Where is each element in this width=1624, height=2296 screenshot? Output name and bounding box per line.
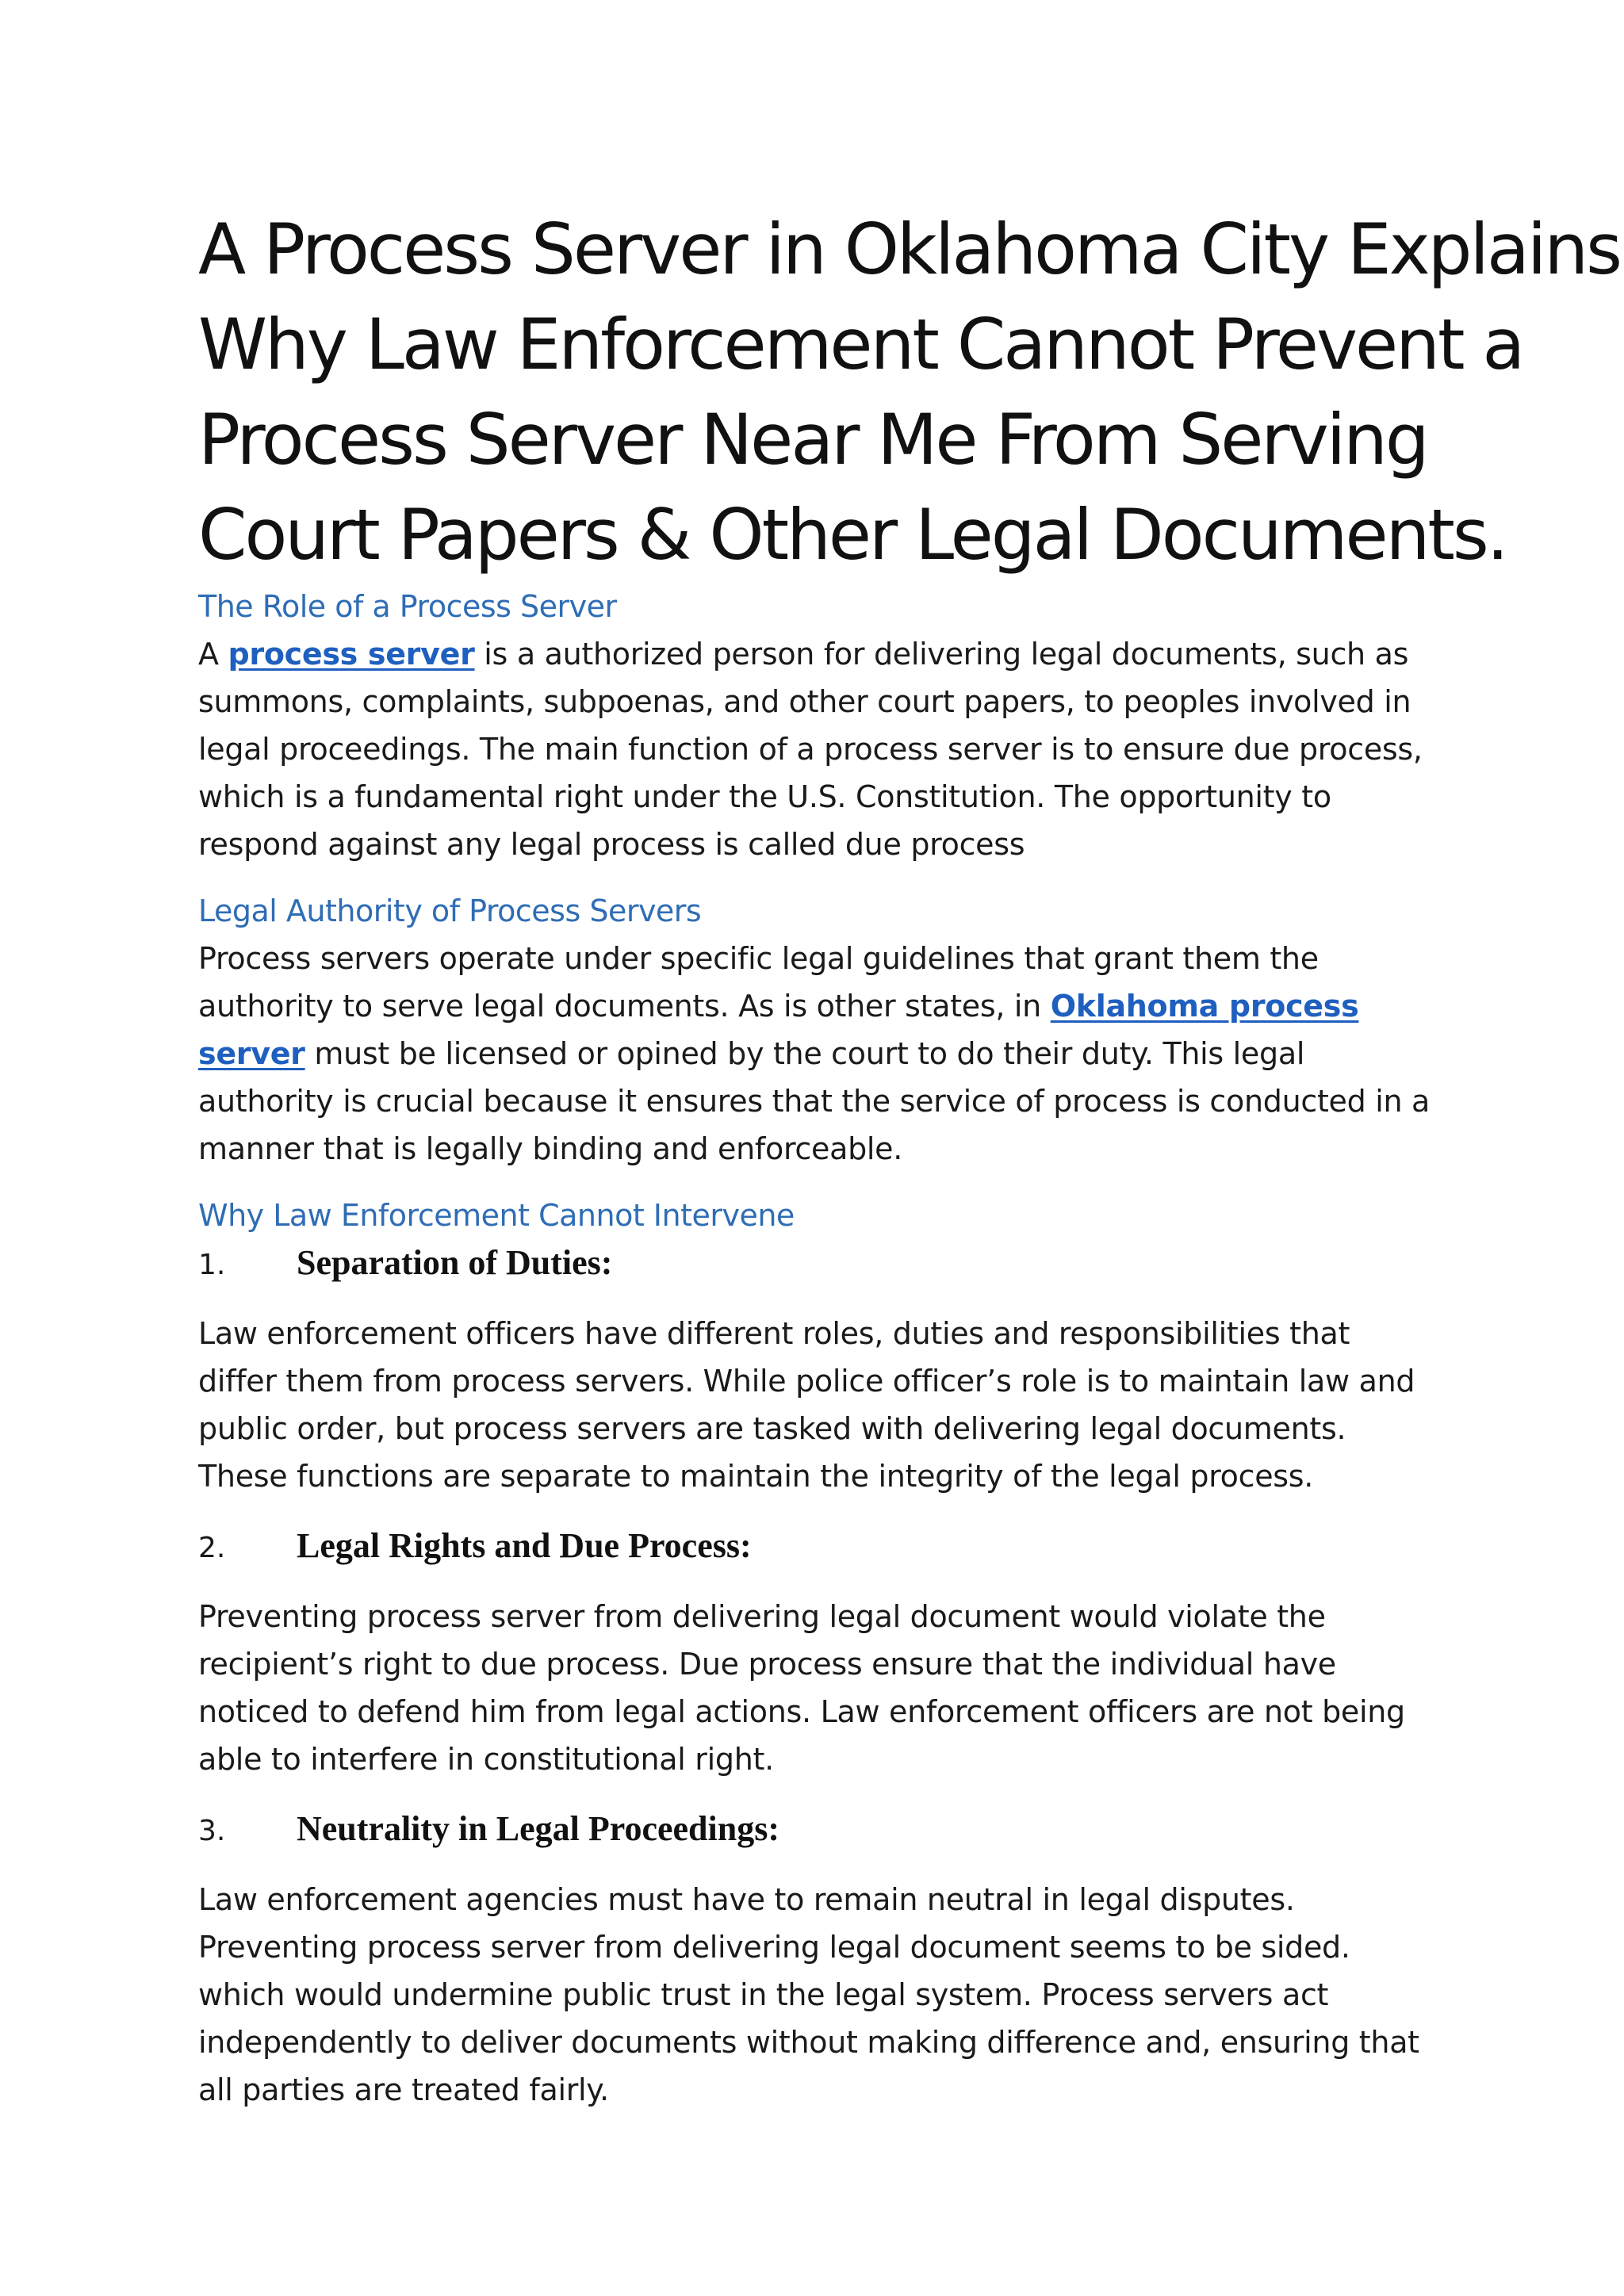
list-number-1: 1. xyxy=(198,1249,226,1281)
list-paragraph-2: Preventing process server from delivering legal document would violate the recipient’s right to due process. Due process ensure that the individual have noticed to defend him from legal actions. Law enforcement officers are not being able to interfere in constitutional right. xyxy=(198,1599,1405,1777)
list-paragraph-3: Law enforcement agencies must have to remain neutral in legal disputes. Preventing process server from delivering legal document seems to be sided. which would undermine public trust in the legal system. Process servers act independently to deliver documents without making difference and, ensuring that all parties are treated fairly. xyxy=(198,1882,1419,2107)
paragraph-before-link: Process servers operate under specific legal guidelines that grant them the authority to serve legal documents. As is other states, in xyxy=(198,941,1319,1024)
list-item-heading-3 xyxy=(198,1805,1435,1855)
list-title-2: Legal Rights and Due Process: xyxy=(297,1526,752,1565)
list-number-3: 3. xyxy=(198,1815,226,1847)
list-paragraph-1: Law enforcement officers have different roles, duties and responsibilities that differ them from process servers. While police officer’s role is to maintain law and public order, but process servers are tasked with delivering legal documents. These functions are separate to maintain the integrity of the legal process. xyxy=(198,1316,1415,1494)
process-server-link[interactable]: process server xyxy=(228,637,475,672)
paragraph-rest: is a authorized person for delivering legal documents, such as summons, complaints, subpoenas, and other court papers, to peoples involved in legal proceedings. The main function of a process server is to ensure due process, which is a fundamental right under the U.S. Constitution. The opportunity to respond against any legal process is called due process xyxy=(198,637,1423,862)
section-role-paragraph xyxy=(198,630,1435,868)
document-title xyxy=(198,202,1620,583)
title-line-2: Why Law Enforcement Cannot Prevent a xyxy=(198,304,1523,385)
list-item-heading-2 xyxy=(198,1522,1435,1572)
section-heading-intervene: Why Law Enforcement Cannot Intervene xyxy=(198,1198,795,1233)
list-number-2: 2. xyxy=(198,1532,226,1564)
oklahoma-process-server-link[interactable]: Oklahoma process server xyxy=(198,989,1359,1071)
section-heading-authority: Legal Authority of Process Servers xyxy=(198,894,702,928)
title-line-1: A Process Server in Oklahoma City Explains xyxy=(198,209,1620,290)
paragraph-prefix: A xyxy=(198,637,228,672)
list-title-1: Separation of Duties: xyxy=(297,1243,613,1282)
section-authority-paragraph xyxy=(198,935,1435,1173)
document-page xyxy=(198,202,1620,2114)
list-title-3: Neutrality in Legal Proceedings: xyxy=(297,1809,779,1848)
paragraph-after-link: must be licensed or opined by the court to do their duty. This legal authority is crucial because it ensures that the service of process is conducted in a manner that is legally binding and enforceable. xyxy=(198,1036,1431,1166)
title-line-3: Process Server Near Me From Serving xyxy=(198,399,1427,480)
list-item-heading-1 xyxy=(198,1239,1435,1289)
section-heading-role: The Role of a Process Server xyxy=(198,589,617,624)
title-line-4: Court Papers & Other Legal Documents. xyxy=(198,494,1507,576)
